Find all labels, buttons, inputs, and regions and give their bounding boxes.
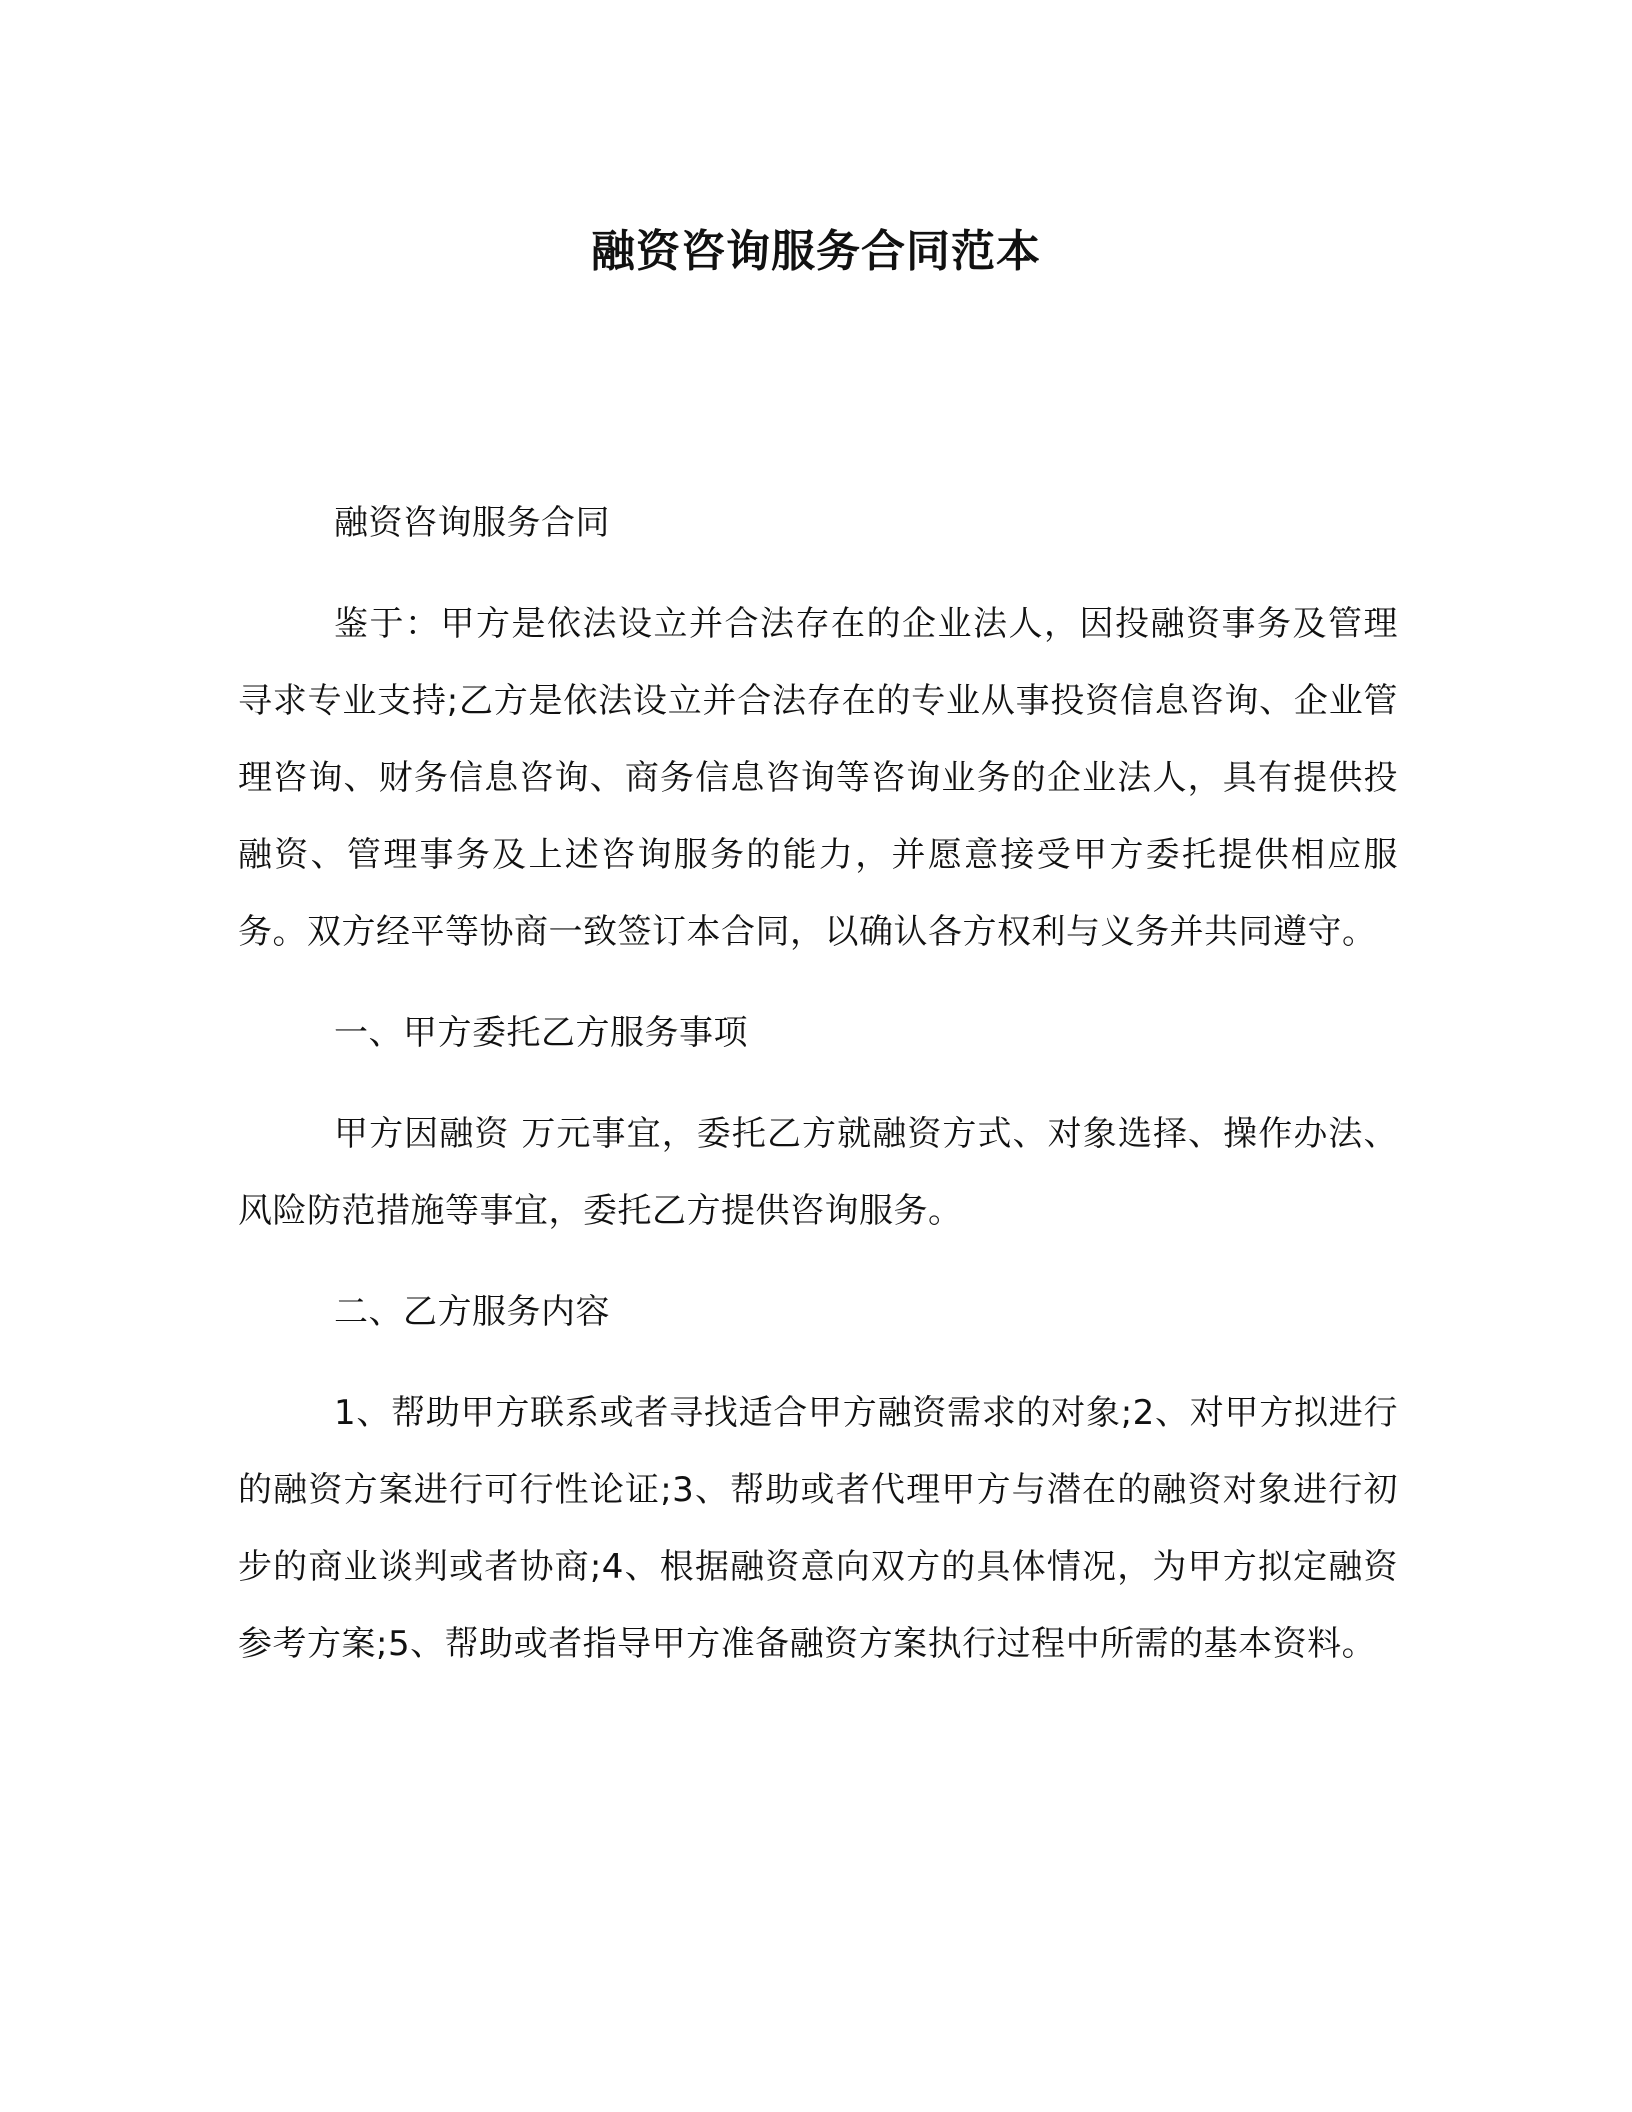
document-body (238, 485, 1398, 1707)
preamble-paragraph: 鉴于：甲方是依法设立并合法存在的企业法人，因投融资事务及管理寻求专业支持;乙方是依法设立并合法存在的专业从事投资信息咨询、企业管理咨询、财务信息咨询、商务信息咨询等咨询业务的企业法人，具有提供投融资、管理事务及上述咨询服务的能力，并愿意接受甲方委托提供相应服务。双方经平等协商一致签订本合同，以确认各方权利与义务并共同遵守。 (238, 604, 1398, 952)
section-2-paragraph: 1、帮助甲方联系或者寻找适合甲方融资需求的对象;2、对甲方拟进行的融资方案进行可行性论证;3、帮助或者代理甲方与潜在的融资对象进行初步的商业谈判或者协商;4、根据融资意向双方的具体情况，为甲方拟定融资参考方案;5、帮助或者指导甲方准备融资方案执行过程中所需的基本资料。 (238, 1393, 1398, 1664)
section-heading-2: 二、乙方服务内容 (334, 1292, 610, 1332)
section-1-paragraph: 甲方因融资 万元事宜，委托乙方就融资方式、对象选择、操作办法、风险防范措施等事宜，委托乙方提供咨询服务。 (238, 1114, 1398, 1231)
section-heading-1: 一、甲方委托乙方服务事项 (334, 1013, 748, 1053)
document-title: 融资咨询服务合同范本 (591, 226, 1041, 277)
contract-heading: 融资咨询服务合同 (334, 503, 610, 543)
